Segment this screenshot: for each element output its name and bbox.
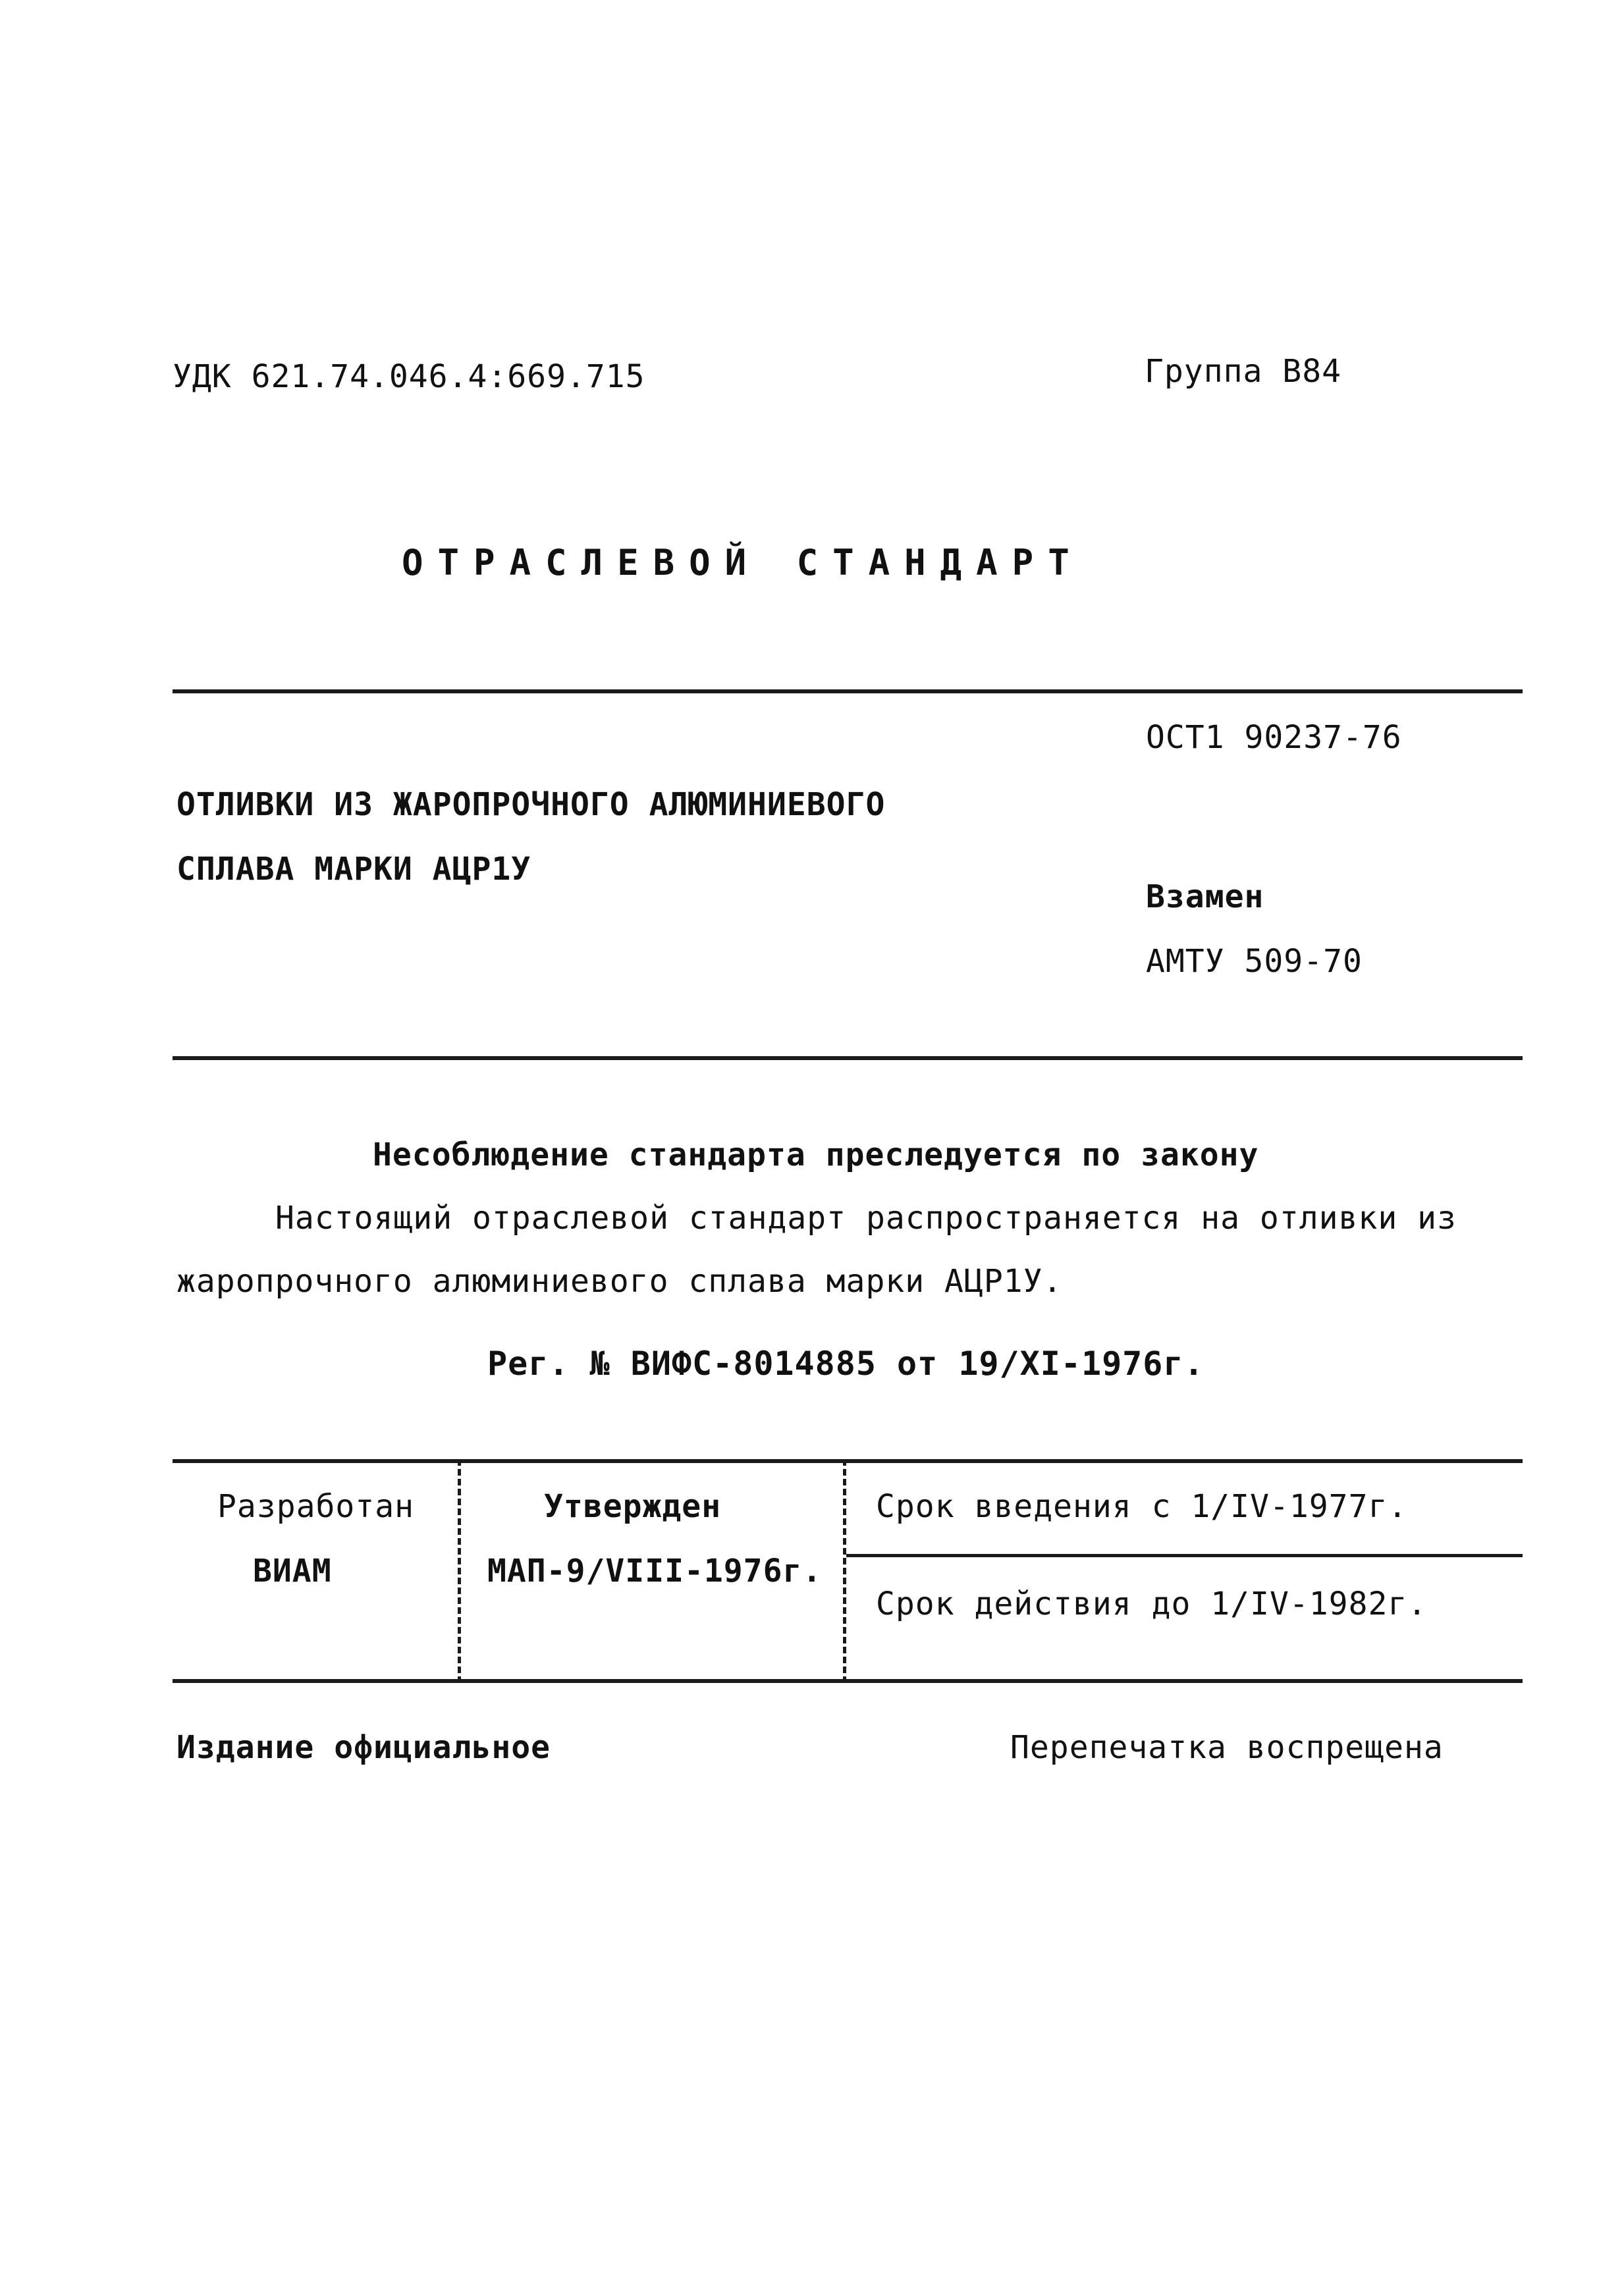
developed-label: Разработан	[217, 1488, 414, 1525]
document-title-line-1: ОТЛИВКИ ИЗ ЖАРОПРОЧНОГО АЛЮМИНИЕВОГО	[176, 786, 886, 823]
standard-designation: ОСТ1 90237-76	[1146, 719, 1402, 756]
developer-organization: ВИАМ	[253, 1553, 332, 1589]
table-middle-border	[846, 1554, 1523, 1557]
standard-type-heading: ОТРАСЛЕВОЙ СТАНДАРТ	[402, 542, 1084, 583]
registration-number: Рег. № ВИФС-8014885 от 19/XI-1976г.	[487, 1345, 1204, 1383]
document-title-line-2: СПЛАВА МАРКИ АЦР1У	[176, 851, 531, 888]
validity-date: Срок действия до 1/IV-1982г.	[876, 1586, 1428, 1622]
divider-bottom	[173, 1056, 1523, 1060]
table-top-border	[173, 1459, 1523, 1463]
law-notice: Несоблюдение стандарта преследуется по закону	[373, 1136, 1259, 1173]
approval-reference: МАП-9/VIII-1976г.	[487, 1553, 823, 1589]
table-column-divider-2	[843, 1459, 846, 1683]
table-column-divider-1	[458, 1459, 461, 1683]
scope-text-line-1: Настоящий отраслевой стандарт распространяется на отливки из	[275, 1200, 1457, 1237]
reprint-notice: Перепечатка воспрещена	[1010, 1729, 1444, 1766]
replaced-document: АМТУ 509-70	[1146, 943, 1363, 980]
group-code: Группа В84	[1145, 353, 1341, 390]
table-bottom-border	[173, 1679, 1523, 1683]
edition-notice: Издание официальное	[176, 1729, 551, 1766]
replaces-label: Взамен	[1146, 878, 1264, 915]
approved-label: Утвержден	[544, 1488, 722, 1525]
scope-text-line-2: жаропрочного алюминиевого сплава марки АЦР1У.	[176, 1263, 1063, 1300]
introduction-date: Срок введения с 1/IV-1977г.	[876, 1488, 1408, 1525]
udk-code: УДК 621.74.046.4:669.715	[173, 358, 645, 395]
divider-top	[173, 689, 1523, 693]
